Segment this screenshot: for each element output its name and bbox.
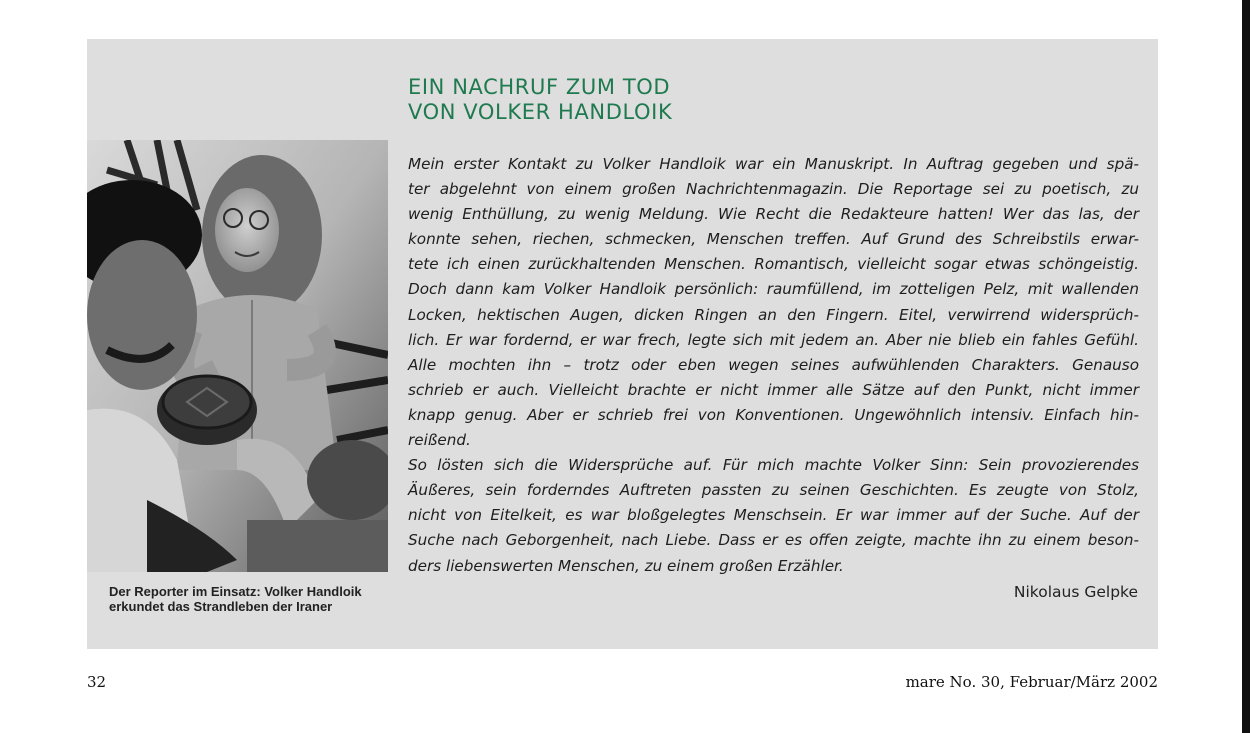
title-line-1: EIN NACHRUF ZUM TOD — [408, 75, 671, 99]
photo-illustration — [87, 140, 388, 572]
article-panel — [87, 39, 1158, 649]
article-body — [408, 152, 1139, 579]
article-line: Doch dann kam Volker Handloik persönlich: raumfüllend, im zotteligen Pelz, mit wallenden — [408, 280, 1139, 299]
article-line: schrieb er auch. Vielleicht brachte er nicht immer alle Sätze auf den Punkt, nicht immer — [408, 380, 1139, 399]
article-line: reißend. — [408, 431, 471, 450]
article-line: nicht von Eitelkeit, es war bloßgelegtes Menschsein. Er war immer auf der Suche. Auf der — [408, 506, 1139, 525]
issue-info: mare No. 30, Februar/März 2002 — [905, 673, 1158, 691]
page-edge — [1242, 0, 1250, 733]
article-line: So lösten sich die Widersprüche auf. Für mich machte Volker Sinn: Sein provozierendes — [408, 456, 1139, 475]
title-line-2: VON VOLKER HANDLOIK — [408, 100, 673, 124]
article-line: wenig Enthüllung, zu wenig Meldung. Wie Recht die Redakteure hatten! Wer das las, der — [408, 205, 1139, 224]
article-author: Nikolaus Gelpke — [1013, 583, 1138, 601]
article-line: ders liebenswerten Menschen, zu einem großen Erzähler. — [408, 556, 844, 575]
article-line: Äußeres, sein forderndes Auftreten passten zu seinen Geschichten. Es zeugte von Stolz, — [408, 481, 1139, 500]
caption-line-1: Der Reporter im Einsatz: Volker Handloik — [109, 584, 362, 599]
article-line: Locken, hektischen Augen, dicken Ringen an den Fingern. Eitel, verwirrend widersprüch- — [408, 305, 1139, 324]
reporter-photo — [87, 140, 388, 572]
article-line: lich. Er war fordernd, er war frech, legte sich mit jedem an. Aber nie blieb ein fahles Gefühl. — [408, 330, 1139, 349]
photo-caption — [109, 584, 394, 614]
article-line: Alle mochten ihn – trotz oder eben wegen seines aufwühlenden Charakters. Genauso — [408, 355, 1139, 374]
article-line: knapp genug. Aber er schrieb frei von Konventionen. Ungewöhnlich intensiv. Einfach hin- — [408, 405, 1139, 424]
article-line: ter abgelehnt von einem großen Nachrichtenmagazin. Die Reportage sei zu poetisch, zu — [408, 180, 1139, 199]
article-title — [408, 75, 672, 125]
article-line: konnte sehen, riechen, schmecken, Menschen treffen. Auf Grund des Schreibstils erwar- — [408, 230, 1139, 249]
article-line: tete ich einen zurückhaltenden Menschen. Romantisch, vielleicht sogar etwas schöngeistig. — [408, 255, 1139, 274]
caption-line-2: erkundet das Strandleben der Iraner — [109, 599, 333, 614]
article-line: Suche nach Geborgenheit, nach Liebe. Dass er es offen zeigte, machte ihn zu einem beson- — [408, 531, 1139, 550]
article-line: Mein erster Kontakt zu Volker Handloik war ein Manuskript. In Auftrag gegeben und spä- — [408, 155, 1139, 173]
page-number: 32 — [87, 673, 107, 691]
